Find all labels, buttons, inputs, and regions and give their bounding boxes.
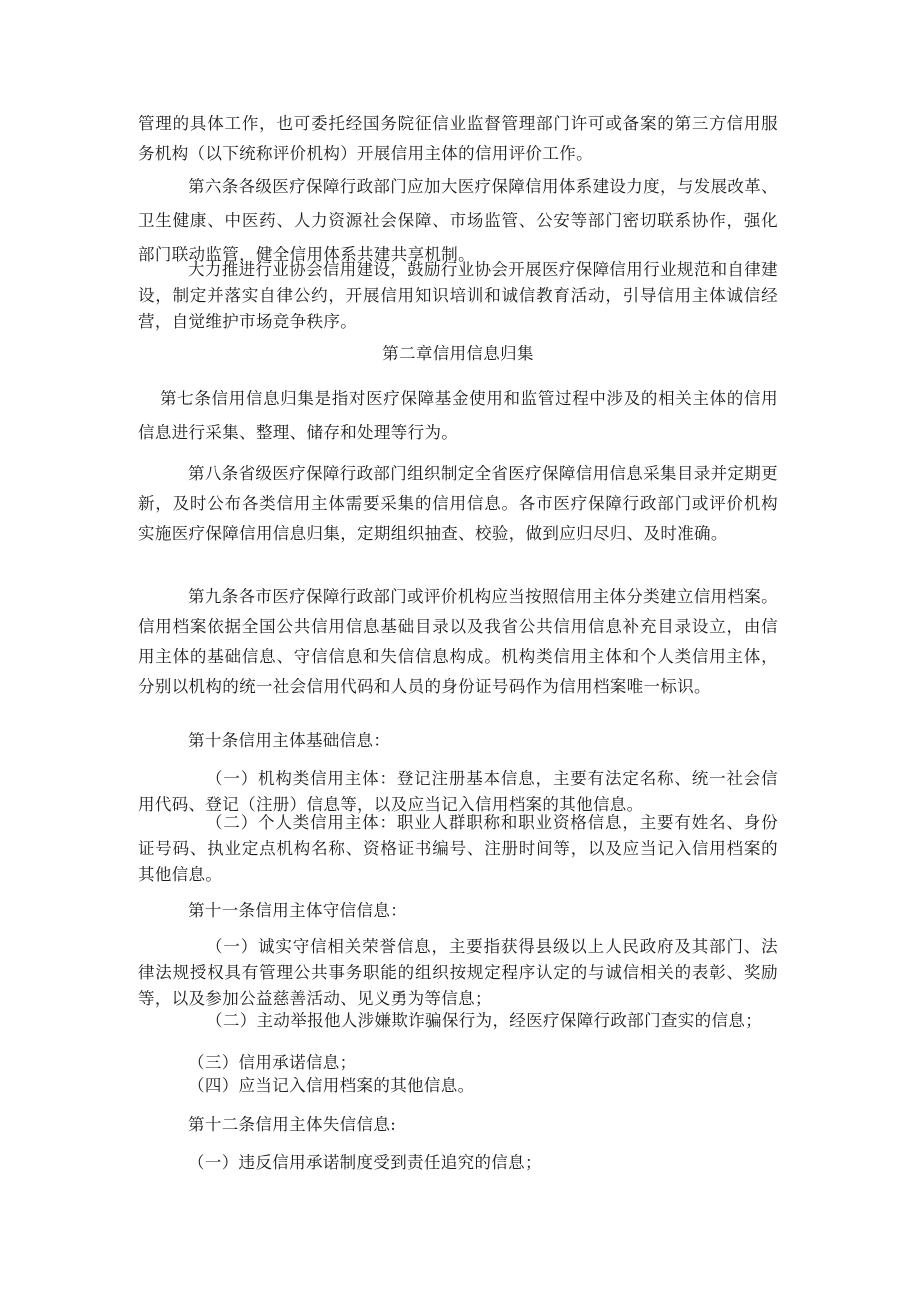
article-12-heading: 第十二条信用主体失信信息:: [188, 1115, 397, 1134]
article-6: 第六条各级医疗保障行政部门应加大医疗保障信用体系建设力度，与发展改革、卫生健康、中医药、人力资源社会保障、市场监管、公安等部门密切联系协作，强化部门联动监管，健全信用体系共建共享机制。: [138, 177, 778, 264]
article-11-item-4: （四）应当记入信用档案的其他信息。: [188, 1076, 475, 1095]
article-11-item-1: （一）诚实守信相关荣誉信息，主要指获得县级以上人民政府及其部门、法律法规授权具有管理公共事务职能的组织按规定程序认定的与诚信相关的表彰、奖励等，以及参加公益慈善活动、见义勇为等信息；: [138, 937, 778, 1008]
article-10-item-2: （二）个人类信用主体：职业人群职称和职业资格信息，主要有姓名、身份证号码、执业定点机构名称、资格证书编号、注册时间等，以及应当记入信用档案的其他信息。: [138, 813, 778, 884]
article-7: 第七条信用信息归集是指对医疗保障基金使用和监管过程中涉及的相关主体的信用信息进行采集、整理、储存和处理等行为。: [138, 389, 778, 442]
article-8: 第八条省级医疗保障行政部门组织制定全省医疗保障信用信息采集目录并定期更新，及时公布各类信用主体需要采集的信用信息。各市医疗保障行政部门或评价机构实施医疗保障信用信息归集，定期组织抽查、校验，做到应归尽归、及时准确。: [138, 464, 778, 543]
article-11-item-2: （二）主动举报他人涉嫌欺诈骗保行为，经医疗保障行政部门查实的信息；: [206, 1011, 763, 1030]
chapter-2-heading: 第二章信用信息归集: [382, 344, 534, 363]
article-12-item-1: （一）违反信用承诺制度受到责任追究的信息；: [188, 1153, 542, 1172]
article-11-heading: 第十一条信用主体守信信息：: [188, 901, 408, 920]
article-10-item-1: （一）机构类信用主体：登记注册基本信息，主要有法定名称、统一社会信用代码、登记（注册）信息等，以及应当记入信用档案的其他信息。: [138, 769, 778, 814]
article-10-heading: 第十条信用主体基础信息：: [188, 731, 391, 750]
industry-association-paragraph: 大力推进行业协会信用建设，鼓励行业协会开展医疗保障信用行业规范和自律建设，制定并落实自律公约，开展信用知识培训和诚信教育活动，引导信用主体诚信经营，自觉维护市场竞争秩序。: [138, 260, 778, 331]
article-11-item-3: （三）信用承诺信息；: [188, 1053, 357, 1072]
article-9: 第九条各市医疗保障行政部门或评价机构应当按照信用主体分类建立信用档案。信用档案依据全国公共信用信息基础目录以及我省公共信用信息补充目录设立，由信用主体的基础信息、守信信息和失信信息构成。机构类信用主体和个人类信用主体，分别以机构的统一社会信用代码和人员的身份证号码作为信用档案唯一标识。: [138, 587, 778, 696]
paragraph-continuation: 管理的具体工作，也可委托经国务院征信业监督管理部门许可或备案的第三方信用服务机构（以下统称评价机构）开展信用主体的信用评价工作。: [138, 114, 778, 163]
